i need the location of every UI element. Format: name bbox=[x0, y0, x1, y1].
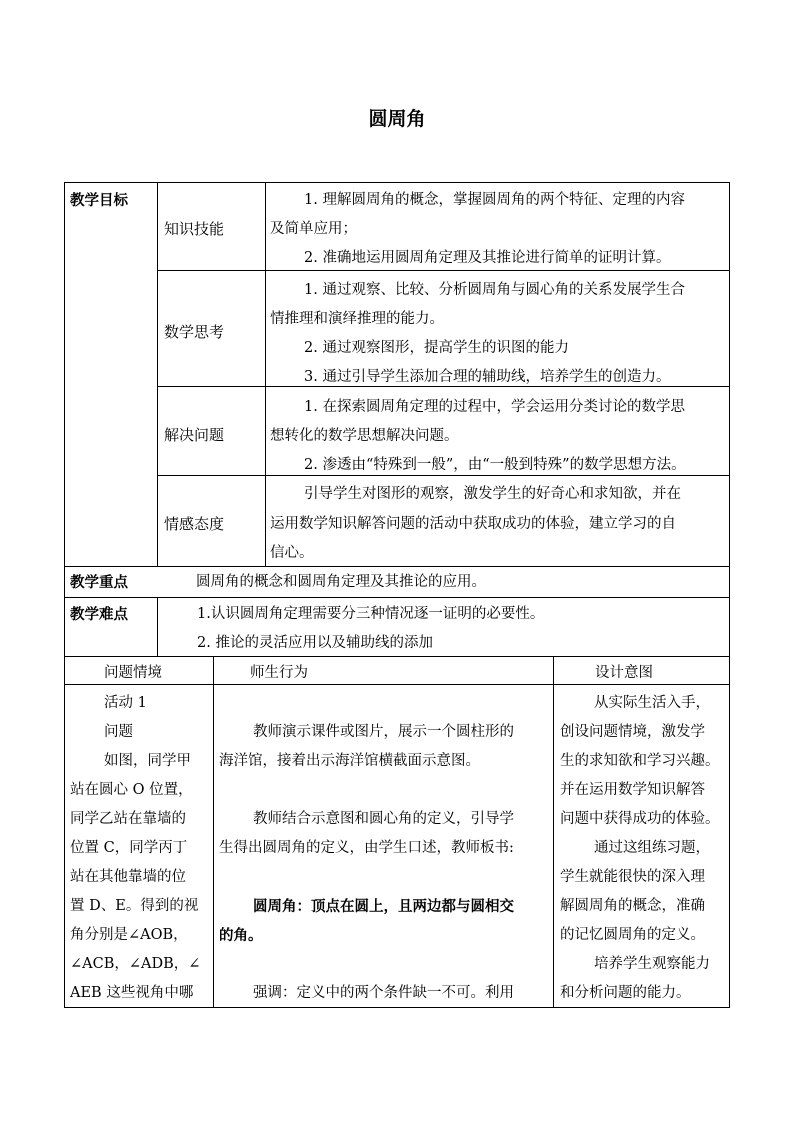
section-name-thinking: 数学思考 bbox=[164, 323, 225, 341]
page-title: 圆周角 bbox=[368, 108, 426, 130]
key-point-label: 教学重点 bbox=[70, 574, 128, 591]
difficulty-line-2: 2. 推论的灵活应用以及辅助线的添加 bbox=[197, 635, 433, 651]
header-situation: 问题情境 bbox=[104, 665, 162, 681]
definition-text: 圆周角：顶点在圆上，且两边都与圆相交 bbox=[253, 898, 514, 915]
key-point-text: 圆周角的概念和圆周角定理及其推论的应用。 bbox=[196, 574, 486, 590]
difficulty-line-1: 1.认识圆周角定理需要分三种情况逐一证明的必要性。 bbox=[197, 606, 545, 622]
section-name-attitude: 情感态度 bbox=[164, 515, 225, 533]
header-behavior: 师生行为 bbox=[250, 665, 308, 681]
section-name-knowledge: 知识技能 bbox=[164, 220, 225, 238]
header-intent: 设计意图 bbox=[595, 665, 653, 681]
objectives-label: 教学目标 bbox=[70, 192, 128, 209]
difficulty-label: 教学难点 bbox=[70, 606, 128, 623]
section-name-problem-solving: 解决问题 bbox=[164, 426, 225, 444]
